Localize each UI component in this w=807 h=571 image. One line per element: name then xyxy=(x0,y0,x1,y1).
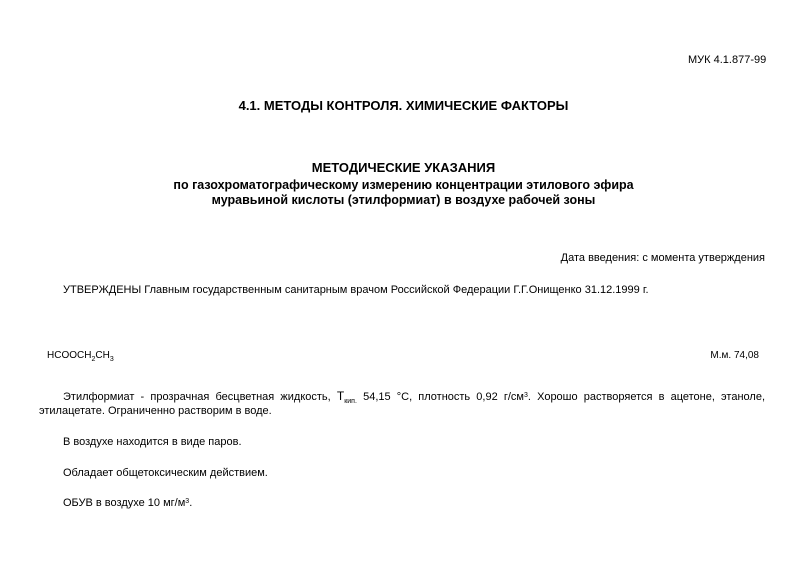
boiling-and-density: 54,15 °С, плотность 0,92 г/см xyxy=(363,391,524,403)
paragraph-toxicity: Обладает общетоксическим действием. xyxy=(63,467,268,479)
exposure-limit-text: ОБУВ в воздухе 10 мг/м xyxy=(63,497,186,509)
approval-statement: УТВЕРЖДЕНЫ Главным государственным санитарным врачом Российской Федерации Г.Г.Онищенко 31.12.1999 г. xyxy=(63,284,649,296)
formula-subscript-2: 3 xyxy=(109,356,114,363)
exposure-limit-end: . xyxy=(189,497,193,509)
solubility-text: . Хорошо растворяется в ацетоне, этаноле, xyxy=(527,391,765,403)
formula-part-1: HCOOCH xyxy=(47,350,92,361)
density-unit-superscript: 3 xyxy=(524,392,528,399)
formula-part-2: CH xyxy=(95,350,110,361)
exposure-limit-superscript: 3 xyxy=(185,498,190,505)
boiling-temperature-symbol: T xyxy=(336,389,345,403)
document-heading-line-1: МЕТОДИЧЕСКИЕ УКАЗАНИЯ xyxy=(311,160,496,175)
document-heading-line-3: муравьиной кислоты (этилформиат) в воздухе рабочей зоны xyxy=(211,193,596,207)
paragraph-text-start: Этилформиат - прозрачная бесцветная жидкость, xyxy=(63,391,331,403)
boiling-temperature-subscript: кип. xyxy=(344,398,357,405)
paragraph-exposure-limit xyxy=(63,497,192,509)
chemical-formula xyxy=(47,350,114,363)
document-code: МУК 4.1.877-99 xyxy=(688,54,767,66)
paragraph-description-line-2: этилацетате. Ограниченно растворим в воде. xyxy=(39,405,272,417)
document-heading-line-2: по газохроматографическому измерению концентрации этилового эфира xyxy=(173,178,634,192)
molar-mass: М.м. 74,08 xyxy=(710,350,759,361)
section-title: 4.1. МЕТОДЫ КОНТРОЛЯ. ХИМИЧЕСКИЕ ФАКТОРЫ xyxy=(238,98,569,113)
formula-subscript-1: 2 xyxy=(91,356,96,363)
introduction-date: Дата введения: с момента утверждения xyxy=(560,252,765,264)
paragraph-vapor-state: В воздухе находится в виде паров. xyxy=(63,436,242,448)
